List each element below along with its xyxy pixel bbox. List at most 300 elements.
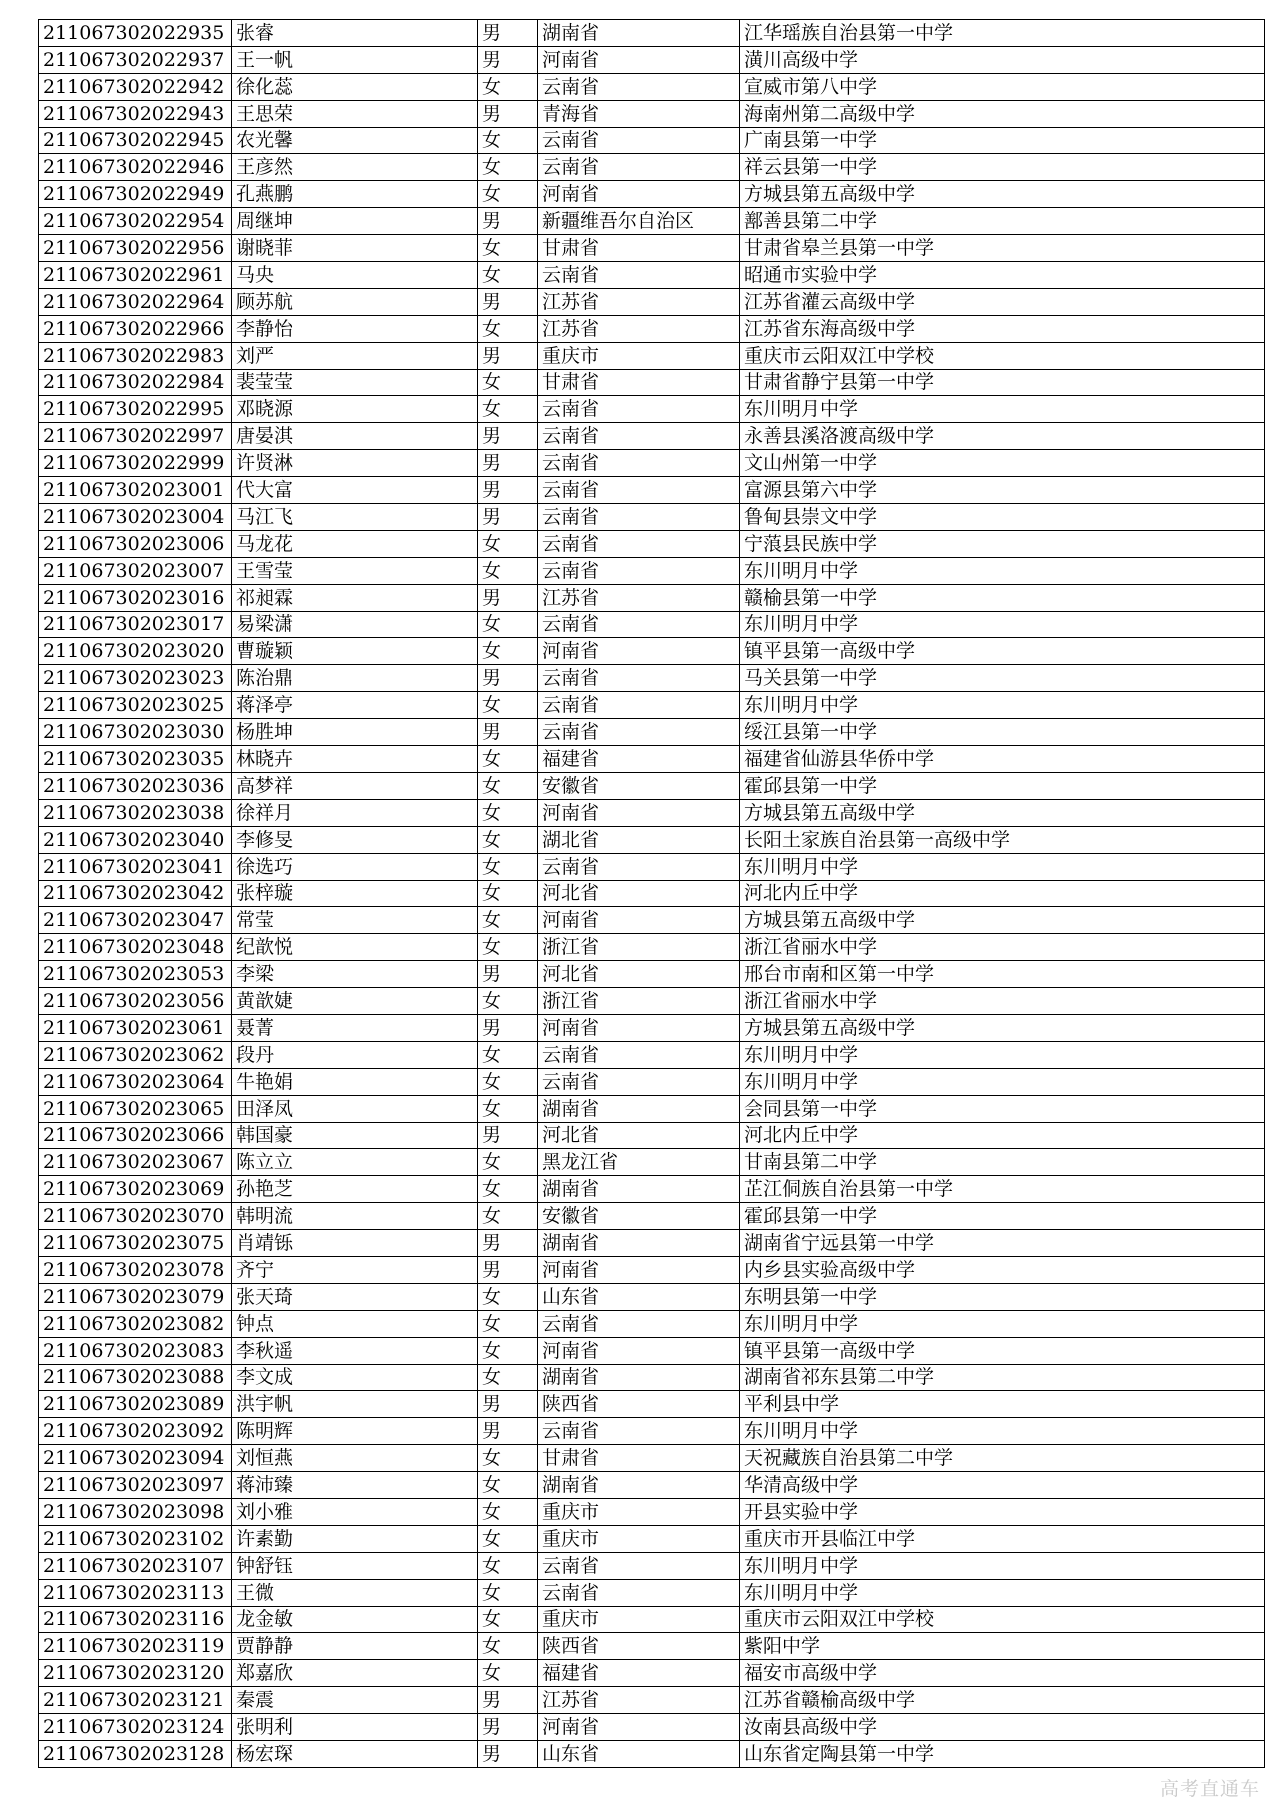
province-cell: 河南省 — [538, 638, 740, 665]
gender-cell: 女 — [478, 772, 538, 799]
candidate-id-cell: 211067302023038 — [39, 799, 232, 826]
province-cell: 云南省 — [538, 73, 740, 100]
gender-cell: 女 — [478, 907, 538, 934]
candidate-id-cell: 211067302023061 — [39, 1014, 232, 1041]
table-row — [39, 719, 1265, 746]
province-cell: 河南省 — [538, 907, 740, 934]
table-row — [39, 1418, 1265, 1445]
candidate-id-cell: 211067302023119 — [39, 1633, 232, 1660]
province-cell: 陕西省 — [538, 1391, 740, 1418]
candidate-id-cell: 211067302023047 — [39, 907, 232, 934]
school-cell: 邢台市南和区第一中学 — [740, 961, 1265, 988]
school-cell: 甘肃省静宁县第一中学 — [740, 369, 1265, 396]
candidate-id-cell: 211067302023025 — [39, 692, 232, 719]
school-cell: 江苏省赣榆高级中学 — [740, 1687, 1265, 1714]
student-name-cell: 顾苏航 — [232, 288, 478, 315]
school-cell: 东川明月中学 — [740, 853, 1265, 880]
school-cell: 汝南县高级中学 — [740, 1714, 1265, 1741]
candidate-id-cell: 211067302023078 — [39, 1256, 232, 1283]
student-name-cell: 肖靖铄 — [232, 1230, 478, 1257]
candidate-id-cell: 211067302023082 — [39, 1310, 232, 1337]
school-cell: 东川明月中学 — [740, 1310, 1265, 1337]
candidate-id-cell: 211067302023023 — [39, 665, 232, 692]
table-row — [39, 396, 1265, 423]
gender-cell: 女 — [478, 127, 538, 154]
gender-cell: 男 — [478, 665, 538, 692]
table-row — [39, 557, 1265, 584]
student-name-cell: 徐选巧 — [232, 853, 478, 880]
gender-cell: 女 — [478, 154, 538, 181]
school-cell: 昭通市实验中学 — [740, 262, 1265, 289]
student-name-cell: 王一帆 — [232, 46, 478, 73]
school-cell: 东川明月中学 — [740, 1552, 1265, 1579]
school-cell: 赣榆县第一中学 — [740, 584, 1265, 611]
province-cell: 河南省 — [538, 1014, 740, 1041]
student-name-cell: 刘严 — [232, 342, 478, 369]
gender-cell: 男 — [478, 961, 538, 988]
gender-cell: 女 — [478, 611, 538, 638]
candidate-id-cell: 211067302022945 — [39, 127, 232, 154]
candidate-id-cell: 211067302023064 — [39, 1068, 232, 1095]
candidate-id-cell: 211067302023040 — [39, 826, 232, 853]
student-name-cell: 刘小雅 — [232, 1498, 478, 1525]
school-cell: 长阳土家族自治县第一高级中学 — [740, 826, 1265, 853]
school-cell: 浙江省丽水中学 — [740, 988, 1265, 1015]
table-row — [39, 127, 1265, 154]
table-row — [39, 1149, 1265, 1176]
table-row — [39, 853, 1265, 880]
school-cell: 宁蒗县民族中学 — [740, 530, 1265, 557]
student-name-cell: 张明利 — [232, 1714, 478, 1741]
table-row — [39, 1445, 1265, 1472]
candidate-id-cell: 211067302022997 — [39, 423, 232, 450]
table-row — [39, 1310, 1265, 1337]
table-row — [39, 880, 1265, 907]
student-name-cell: 李静怡 — [232, 315, 478, 342]
province-cell: 河南省 — [538, 181, 740, 208]
candidate-id-cell: 211067302023097 — [39, 1472, 232, 1499]
candidate-id-cell: 211067302022999 — [39, 450, 232, 477]
table-row — [39, 1068, 1265, 1095]
province-cell: 河南省 — [538, 46, 740, 73]
gender-cell: 女 — [478, 73, 538, 100]
gender-cell: 女 — [478, 1203, 538, 1230]
school-cell: 方城县第五高级中学 — [740, 181, 1265, 208]
candidate-id-cell: 211067302022949 — [39, 181, 232, 208]
gender-cell: 女 — [478, 746, 538, 773]
student-name-cell: 洪宇帆 — [232, 1391, 478, 1418]
student-name-cell: 张天琦 — [232, 1283, 478, 1310]
table-row — [39, 369, 1265, 396]
province-cell: 新疆维吾尔自治区 — [538, 208, 740, 235]
province-cell: 云南省 — [538, 692, 740, 719]
province-cell: 江苏省 — [538, 584, 740, 611]
candidate-id-cell: 211067302023128 — [39, 1741, 232, 1768]
province-cell: 重庆市 — [538, 1606, 740, 1633]
candidate-id-cell: 211067302023079 — [39, 1283, 232, 1310]
school-cell: 文山州第一中学 — [740, 450, 1265, 477]
province-cell: 河南省 — [538, 1714, 740, 1741]
table-row — [39, 154, 1265, 181]
candidate-id-cell: 211067302022984 — [39, 369, 232, 396]
table-row — [39, 1203, 1265, 1230]
gender-cell: 女 — [478, 1660, 538, 1687]
candidate-id-cell: 211067302023016 — [39, 584, 232, 611]
candidate-id-cell: 211067302022995 — [39, 396, 232, 423]
table-row — [39, 1633, 1265, 1660]
student-name-cell: 代大富 — [232, 477, 478, 504]
province-cell: 江苏省 — [538, 315, 740, 342]
candidate-id-cell: 211067302023036 — [39, 772, 232, 799]
table-row — [39, 907, 1265, 934]
table-row — [39, 504, 1265, 531]
province-cell: 河南省 — [538, 799, 740, 826]
student-name-cell: 孙艳芝 — [232, 1176, 478, 1203]
province-cell: 山东省 — [538, 1283, 740, 1310]
school-cell: 芷江侗族自治县第一中学 — [740, 1176, 1265, 1203]
student-name-cell: 贾静静 — [232, 1633, 478, 1660]
province-cell: 云南省 — [538, 423, 740, 450]
candidate-id-cell: 211067302023124 — [39, 1714, 232, 1741]
school-cell: 宣威市第八中学 — [740, 73, 1265, 100]
table-row — [39, 1606, 1265, 1633]
province-cell: 云南省 — [538, 477, 740, 504]
province-cell: 河北省 — [538, 880, 740, 907]
gender-cell: 女 — [478, 530, 538, 557]
school-cell: 东川明月中学 — [740, 1579, 1265, 1606]
school-cell: 东川明月中学 — [740, 1041, 1265, 1068]
school-cell: 浙江省丽水中学 — [740, 934, 1265, 961]
gender-cell: 女 — [478, 826, 538, 853]
table-row — [39, 665, 1265, 692]
candidate-id-cell: 211067302023102 — [39, 1525, 232, 1552]
school-cell: 富源县第六中学 — [740, 477, 1265, 504]
gender-cell: 男 — [478, 719, 538, 746]
gender-cell: 女 — [478, 638, 538, 665]
student-name-cell: 裴莹莹 — [232, 369, 478, 396]
student-name-cell: 周继坤 — [232, 208, 478, 235]
candidate-id-cell: 211067302023088 — [39, 1364, 232, 1391]
gender-cell: 男 — [478, 1741, 538, 1768]
gender-cell: 男 — [478, 1714, 538, 1741]
student-name-cell: 林晓卉 — [232, 746, 478, 773]
student-name-cell: 张梓璇 — [232, 880, 478, 907]
student-name-cell: 聂菁 — [232, 1014, 478, 1041]
province-cell: 云南省 — [538, 719, 740, 746]
table-row — [39, 1552, 1265, 1579]
school-cell: 方城县第五高级中学 — [740, 907, 1265, 934]
school-cell: 天祝藏族自治县第二中学 — [740, 1445, 1265, 1472]
province-cell: 陕西省 — [538, 1633, 740, 1660]
candidate-id-cell: 211067302023069 — [39, 1176, 232, 1203]
candidate-id-cell: 211067302023017 — [39, 611, 232, 638]
school-cell: 河北内丘中学 — [740, 1122, 1265, 1149]
candidate-id-cell: 211067302022961 — [39, 262, 232, 289]
school-cell: 马关县第一中学 — [740, 665, 1265, 692]
student-name-cell: 孔燕鹏 — [232, 181, 478, 208]
gender-cell: 男 — [478, 1418, 538, 1445]
school-cell: 潢川高级中学 — [740, 46, 1265, 73]
candidate-id-cell: 211067302023020 — [39, 638, 232, 665]
student-name-cell: 常莹 — [232, 907, 478, 934]
province-cell: 云南省 — [538, 1068, 740, 1095]
province-cell: 河北省 — [538, 1122, 740, 1149]
student-name-cell: 易梁潇 — [232, 611, 478, 638]
province-cell: 湖南省 — [538, 1364, 740, 1391]
table-row — [39, 961, 1265, 988]
table-row — [39, 746, 1265, 773]
table-row — [39, 1041, 1265, 1068]
candidate-id-cell: 211067302023056 — [39, 988, 232, 1015]
province-cell: 甘肃省 — [538, 369, 740, 396]
student-name-cell: 高梦祥 — [232, 772, 478, 799]
gender-cell: 女 — [478, 369, 538, 396]
table-row — [39, 988, 1265, 1015]
school-cell: 镇平县第一高级中学 — [740, 638, 1265, 665]
province-cell: 云南省 — [538, 396, 740, 423]
province-cell: 湖南省 — [538, 1472, 740, 1499]
student-name-cell: 陈明辉 — [232, 1418, 478, 1445]
province-cell: 云南省 — [538, 557, 740, 584]
table-row — [39, 1095, 1265, 1122]
candidate-id-cell: 211067302022964 — [39, 288, 232, 315]
student-name-cell: 王微 — [232, 1579, 478, 1606]
school-cell: 重庆市云阳双江中学校 — [740, 342, 1265, 369]
gender-cell: 女 — [478, 1149, 538, 1176]
student-name-cell: 韩明流 — [232, 1203, 478, 1230]
table-row — [39, 1714, 1265, 1741]
school-cell: 山东省定陶县第一中学 — [740, 1741, 1265, 1768]
gender-cell: 女 — [478, 934, 538, 961]
school-cell: 内乡县实验高级中学 — [740, 1256, 1265, 1283]
student-name-cell: 王彦然 — [232, 154, 478, 181]
province-cell: 重庆市 — [538, 342, 740, 369]
student-name-cell: 唐晏淇 — [232, 423, 478, 450]
gender-cell: 女 — [478, 1310, 538, 1337]
student-name-cell: 齐宁 — [232, 1256, 478, 1283]
candidate-id-cell: 211067302023092 — [39, 1418, 232, 1445]
student-name-cell: 谢晓菲 — [232, 235, 478, 262]
table-row — [39, 530, 1265, 557]
table-row — [39, 772, 1265, 799]
gender-cell: 男 — [478, 477, 538, 504]
table-row — [39, 342, 1265, 369]
gender-cell: 男 — [478, 342, 538, 369]
province-cell: 黑龙江省 — [538, 1149, 740, 1176]
province-cell: 湖南省 — [538, 20, 740, 47]
student-name-cell: 段丹 — [232, 1041, 478, 1068]
gender-cell: 女 — [478, 1337, 538, 1364]
gender-cell: 男 — [478, 423, 538, 450]
school-cell: 福建省仙游县华侨中学 — [740, 746, 1265, 773]
province-cell: 河南省 — [538, 1337, 740, 1364]
table-row — [39, 1391, 1265, 1418]
candidate-id-cell: 211067302023066 — [39, 1122, 232, 1149]
student-name-cell: 李文成 — [232, 1364, 478, 1391]
student-name-cell: 陈立立 — [232, 1149, 478, 1176]
candidate-id-cell: 211067302023070 — [39, 1203, 232, 1230]
table-row — [39, 288, 1265, 315]
gender-cell: 女 — [478, 235, 538, 262]
school-cell: 霍邱县第一中学 — [740, 772, 1265, 799]
province-cell: 江苏省 — [538, 288, 740, 315]
school-cell: 方城县第五高级中学 — [740, 799, 1265, 826]
table-row — [39, 584, 1265, 611]
candidate-id-cell: 211067302023042 — [39, 880, 232, 907]
table-row — [39, 1283, 1265, 1310]
province-cell: 甘肃省 — [538, 235, 740, 262]
table-row — [39, 1579, 1265, 1606]
gender-cell: 男 — [478, 288, 538, 315]
school-cell: 江苏省东海高级中学 — [740, 315, 1265, 342]
student-name-cell: 农光馨 — [232, 127, 478, 154]
province-cell: 云南省 — [538, 1418, 740, 1445]
table-row — [39, 46, 1265, 73]
candidate-id-cell: 211067302023035 — [39, 746, 232, 773]
province-cell: 云南省 — [538, 504, 740, 531]
school-cell: 湖南省祁东县第二中学 — [740, 1364, 1265, 1391]
candidate-id-cell: 211067302022954 — [39, 208, 232, 235]
gender-cell: 女 — [478, 692, 538, 719]
student-name-cell: 马江飞 — [232, 504, 478, 531]
school-cell: 鲁甸县崇文中学 — [740, 504, 1265, 531]
candidate-id-cell: 211067302023067 — [39, 1149, 232, 1176]
province-cell: 安徽省 — [538, 772, 740, 799]
school-cell: 东川明月中学 — [740, 611, 1265, 638]
province-cell: 湖南省 — [538, 1095, 740, 1122]
table-row — [39, 1498, 1265, 1525]
table-row — [39, 1337, 1265, 1364]
gender-cell: 女 — [478, 1633, 538, 1660]
gender-cell: 女 — [478, 1364, 538, 1391]
table-row — [39, 1014, 1265, 1041]
table-row — [39, 826, 1265, 853]
gender-cell: 女 — [478, 988, 538, 1015]
school-cell: 方城县第五高级中学 — [740, 1014, 1265, 1041]
candidate-id-cell: 211067302023006 — [39, 530, 232, 557]
school-cell: 绥江县第一中学 — [740, 719, 1265, 746]
school-cell: 鄯善县第二中学 — [740, 208, 1265, 235]
province-cell: 云南省 — [538, 1552, 740, 1579]
student-name-cell: 陈治鼎 — [232, 665, 478, 692]
student-name-cell: 王思荣 — [232, 100, 478, 127]
gender-cell: 男 — [478, 1687, 538, 1714]
province-cell: 云南省 — [538, 665, 740, 692]
school-cell: 祥云县第一中学 — [740, 154, 1265, 181]
table-row — [39, 1176, 1265, 1203]
student-name-cell: 田泽凤 — [232, 1095, 478, 1122]
roster-sheet — [38, 19, 1264, 1768]
province-cell: 云南省 — [538, 1041, 740, 1068]
table-row — [39, 1122, 1265, 1149]
province-cell: 青海省 — [538, 100, 740, 127]
province-cell: 浙江省 — [538, 988, 740, 1015]
table-row — [39, 315, 1265, 342]
school-cell: 东川明月中学 — [740, 692, 1265, 719]
table-row — [39, 100, 1265, 127]
student-name-cell: 钟舒钰 — [232, 1552, 478, 1579]
gender-cell: 男 — [478, 20, 538, 47]
province-cell: 云南省 — [538, 853, 740, 880]
gender-cell: 男 — [478, 450, 538, 477]
school-cell: 河北内丘中学 — [740, 880, 1265, 907]
table-row — [39, 1741, 1265, 1768]
student-name-cell: 王雪莹 — [232, 557, 478, 584]
table-row — [39, 1472, 1265, 1499]
candidate-id-cell: 211067302023053 — [39, 961, 232, 988]
candidate-id-cell: 211067302023120 — [39, 1660, 232, 1687]
table-row — [39, 1525, 1265, 1552]
student-name-cell: 李秋遥 — [232, 1337, 478, 1364]
gender-cell: 男 — [478, 46, 538, 73]
table-row — [39, 450, 1265, 477]
candidate-id-cell: 211067302023121 — [39, 1687, 232, 1714]
student-name-cell: 龙金敏 — [232, 1606, 478, 1633]
province-cell: 湖南省 — [538, 1176, 740, 1203]
school-cell: 东川明月中学 — [740, 557, 1265, 584]
gender-cell: 女 — [478, 1472, 538, 1499]
school-cell: 镇平县第一高级中学 — [740, 1337, 1265, 1364]
province-cell: 甘肃省 — [538, 1445, 740, 1472]
table-row — [39, 477, 1265, 504]
school-cell: 紫阳中学 — [740, 1633, 1265, 1660]
gender-cell: 女 — [478, 1552, 538, 1579]
province-cell: 山东省 — [538, 1741, 740, 1768]
school-cell: 甘肃省皋兰县第一中学 — [740, 235, 1265, 262]
school-cell: 湖南省宁远县第一中学 — [740, 1230, 1265, 1257]
student-name-cell: 钟点 — [232, 1310, 478, 1337]
candidate-id-cell: 211067302022935 — [39, 20, 232, 47]
table-row — [39, 692, 1265, 719]
student-name-cell: 黄歆婕 — [232, 988, 478, 1015]
province-cell: 河北省 — [538, 961, 740, 988]
student-name-cell: 张睿 — [232, 20, 478, 47]
province-cell: 云南省 — [538, 611, 740, 638]
gender-cell: 男 — [478, 1230, 538, 1257]
school-cell: 重庆市开县临江中学 — [740, 1525, 1265, 1552]
province-cell: 重庆市 — [538, 1525, 740, 1552]
student-name-cell: 李修旻 — [232, 826, 478, 853]
student-name-cell: 李梁 — [232, 961, 478, 988]
province-cell: 重庆市 — [538, 1498, 740, 1525]
gender-cell: 女 — [478, 1176, 538, 1203]
province-cell: 江苏省 — [538, 1687, 740, 1714]
candidate-id-cell: 211067302023113 — [39, 1579, 232, 1606]
student-name-cell: 徐祥月 — [232, 799, 478, 826]
watermark-text: 高考直通车 — [1159, 1778, 1260, 1800]
gender-cell: 男 — [478, 1391, 538, 1418]
table-row — [39, 934, 1265, 961]
student-name-cell: 韩国豪 — [232, 1122, 478, 1149]
candidate-id-cell: 211067302022946 — [39, 154, 232, 181]
school-cell: 重庆市云阳双江中学校 — [740, 1606, 1265, 1633]
candidate-id-cell: 211067302023041 — [39, 853, 232, 880]
candidate-id-cell: 211067302023075 — [39, 1230, 232, 1257]
gender-cell: 女 — [478, 1095, 538, 1122]
student-name-cell: 马龙花 — [232, 530, 478, 557]
gender-cell: 女 — [478, 1445, 538, 1472]
candidate-id-cell: 211067302023089 — [39, 1391, 232, 1418]
school-cell: 福安市高级中学 — [740, 1660, 1265, 1687]
student-name-cell: 秦震 — [232, 1687, 478, 1714]
school-cell: 会同县第一中学 — [740, 1095, 1265, 1122]
candidate-id-cell: 211067302022937 — [39, 46, 232, 73]
candidate-id-cell: 211067302022966 — [39, 315, 232, 342]
gender-cell: 女 — [478, 396, 538, 423]
candidate-id-cell: 211067302023098 — [39, 1498, 232, 1525]
gender-cell: 女 — [478, 1606, 538, 1633]
school-cell: 甘南县第二中学 — [740, 1149, 1265, 1176]
